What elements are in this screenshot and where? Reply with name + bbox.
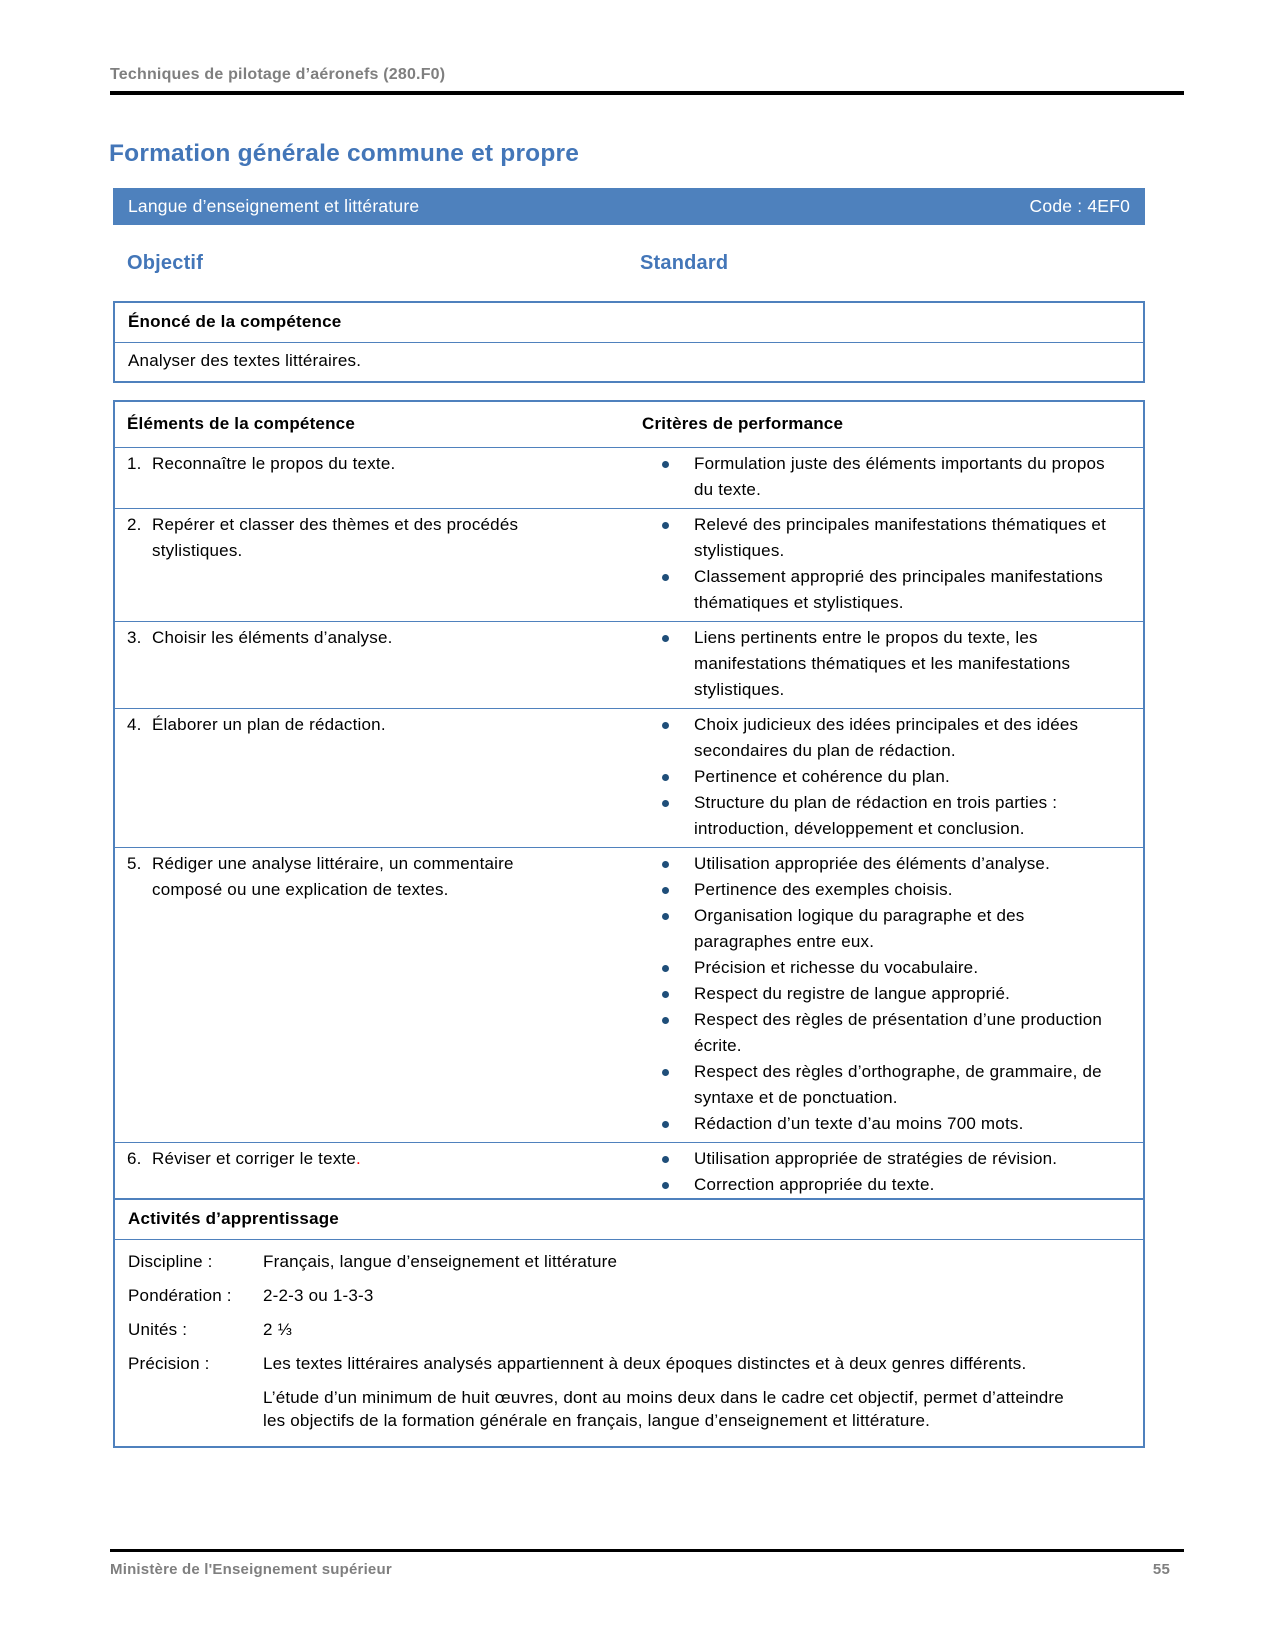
- element-text: Repérer et classer des thèmes et des procédés stylistiques.: [152, 515, 519, 560]
- criteria-text: Utilisation appropriée de stratégies de révision.: [694, 1149, 1058, 1168]
- red-period: .: [356, 1149, 361, 1168]
- bullet-icon: [662, 991, 669, 998]
- footer-ministry: Ministère de l'Enseignement supérieur: [110, 1561, 392, 1578]
- field-label: Précision :: [128, 1354, 210, 1373]
- enonce-box: [113, 301, 1145, 383]
- criteria-cell: [614, 622, 1143, 708]
- criteria-item: [642, 1007, 1143, 1059]
- criteria-item: [642, 1146, 1143, 1172]
- column-heading-objectif: Objectif: [127, 252, 204, 274]
- criteria-item: [642, 1172, 1143, 1198]
- criteria-text: Précision et richesse du vocabulaire.: [694, 958, 979, 977]
- criteria-cell: [614, 509, 1143, 621]
- table-row-3: [115, 621, 1143, 708]
- footer-page-number: 55: [1152, 1561, 1170, 1578]
- bullet-icon: [662, 1156, 669, 1163]
- field-precision-extra: [128, 1386, 1130, 1432]
- table-row-1: [115, 447, 1143, 508]
- bullet-icon: [662, 774, 669, 781]
- criteria-list: [614, 625, 1143, 703]
- section-bar-title: Langue d’enseignement et littérature: [128, 196, 420, 216]
- criteria-text: Respect du registre de langue approprié.: [694, 984, 1011, 1003]
- criteria-item: [642, 981, 1143, 1007]
- element-number: 5.: [127, 854, 142, 873]
- running-header: [110, 66, 1184, 95]
- element-number: 2.: [127, 515, 142, 534]
- table-row-6: [115, 1142, 1143, 1203]
- criteria-text: Respect des règles de présentation d’une production écrite.: [694, 1010, 1103, 1055]
- bullet-icon: [662, 800, 669, 807]
- precision-extra-text: L’étude d’un minimum de huit œuvres, dont au moins deux dans le cadre cet objectif, permet d’atteindre les objectifs de la formation générale en français, langue d’enseignement et littérature.: [263, 1388, 1064, 1430]
- criteria-text: Relevé des principales manifestations thématiques et stylistiques.: [694, 515, 1107, 560]
- bullet-icon: [662, 1069, 669, 1076]
- element-number: 6.: [127, 1149, 142, 1168]
- element-cell: [115, 709, 614, 847]
- element-text: Choisir les éléments d’analyse.: [152, 628, 393, 647]
- section-bar-code: Code : 4EF0: [1029, 196, 1130, 216]
- field-label: Unités :: [128, 1320, 188, 1339]
- criteria-text: Liens pertinents entre le propos du texte, les manifestations thématiques et les manifestations stylistiques.: [694, 628, 1071, 699]
- element-cell: [115, 509, 614, 621]
- element-cell: [115, 448, 614, 508]
- field-value: 2-2-3 ou 1-3-3: [263, 1286, 374, 1305]
- criteria-item: [642, 451, 1143, 503]
- criteria-item: [642, 790, 1143, 842]
- enonce-box-body: Analyser des textes littéraires.: [128, 351, 362, 370]
- field-precision: [128, 1352, 1130, 1375]
- criteria-list: [614, 451, 1143, 503]
- bullet-icon: [662, 522, 669, 529]
- criteria-text: Pertinence et cohérence du plan.: [694, 767, 950, 786]
- competency-table: [113, 400, 1145, 1205]
- activities-box-header: Activités d’apprentissage: [115, 1200, 1143, 1240]
- criteria-list: [614, 512, 1143, 616]
- field-label: Discipline :: [128, 1252, 213, 1271]
- criteria-text: Respect des règles d’orthographe, de grammaire, de syntaxe et de ponctuation.: [694, 1062, 1102, 1107]
- criteria-item: [642, 955, 1143, 981]
- criteria-item: [642, 564, 1143, 616]
- field-discipline: [128, 1250, 1130, 1273]
- field-label: Pondération :: [128, 1286, 232, 1305]
- enonce-box-header: Énoncé de la compétence: [115, 303, 1143, 343]
- bullet-icon: [662, 461, 669, 468]
- criteria-text: Structure du plan de rédaction en trois parties : introduction, développement et conclusion.: [694, 793, 1058, 838]
- field-label-empty: [128, 1386, 263, 1432]
- table-header-elements: Éléments de la compétence: [127, 414, 355, 433]
- bullet-icon: [662, 913, 669, 920]
- criteria-list: [614, 1146, 1143, 1198]
- table-header-row: [115, 402, 1143, 447]
- criteria-item: [642, 1111, 1143, 1137]
- criteria-cell: [614, 448, 1143, 508]
- bullet-icon: [662, 574, 669, 581]
- table-row-2: [115, 508, 1143, 621]
- criteria-item: [642, 1059, 1143, 1111]
- table-header-criteria: Critères de performance: [642, 414, 844, 433]
- criteria-item: [642, 512, 1143, 564]
- criteria-item: [642, 764, 1143, 790]
- criteria-text: Pertinence des exemples choisis.: [694, 880, 953, 899]
- bullet-icon: [662, 1017, 669, 1024]
- criteria-text: Choix judicieux des idées principales et des idées secondaires du plan de rédaction.: [694, 715, 1079, 760]
- page-footer: [110, 1549, 1184, 1578]
- criteria-item: [642, 625, 1143, 703]
- activities-box-body: [115, 1240, 1143, 1446]
- criteria-item: [642, 851, 1143, 877]
- element-text: Élaborer un plan de rédaction.: [152, 715, 386, 734]
- element-number: 4.: [127, 715, 142, 734]
- section-bar: [113, 188, 1145, 225]
- field-value: Les textes littéraires analysés appartiennent à deux époques distinctes et à deux genres différents.: [263, 1354, 1027, 1373]
- criteria-text: Utilisation appropriée des éléments d’analyse.: [694, 854, 1051, 873]
- criteria-text: Correction appropriée du texte.: [694, 1175, 935, 1194]
- element-text: Rédiger une analyse littéraire, un commentaire composé ou une explication de textes.: [152, 854, 514, 899]
- running-header-text: Techniques de pilotage d’aéronefs (280.F0): [110, 66, 446, 83]
- element-number: 1.: [127, 454, 142, 473]
- field-ponderation: [128, 1284, 1130, 1307]
- criteria-cell: [614, 709, 1143, 847]
- field-value: 2 ⅓: [263, 1320, 292, 1339]
- criteria-item: [642, 712, 1143, 764]
- criteria-text: Formulation juste des éléments importants du propos du texte.: [694, 454, 1105, 499]
- bullet-icon: [662, 722, 669, 729]
- page-title: Formation générale commune et propre: [109, 140, 580, 167]
- table-row-4: [115, 708, 1143, 847]
- criteria-cell: [614, 1143, 1143, 1203]
- criteria-text: Organisation logique du paragraphe et des paragraphes entre eux.: [694, 906, 1025, 951]
- table-row-5: [115, 847, 1143, 1142]
- element-text: Reconnaître le propos du texte.: [152, 454, 396, 473]
- criteria-item: [642, 903, 1143, 955]
- criteria-text: Classement approprié des principales manifestations thématiques et stylistiques.: [694, 567, 1103, 612]
- criteria-cell: [614, 848, 1143, 1142]
- bullet-icon: [662, 887, 669, 894]
- element-cell: [115, 622, 614, 708]
- bullet-icon: [662, 965, 669, 972]
- bullet-icon: [662, 635, 669, 642]
- element-cell: [115, 1143, 614, 1203]
- column-heading-standard: Standard: [640, 252, 729, 274]
- bullet-icon: [662, 861, 669, 868]
- element-cell: [115, 848, 614, 1142]
- activities-box: [113, 1198, 1145, 1448]
- bullet-icon: [662, 1182, 669, 1189]
- criteria-list: [614, 712, 1143, 842]
- bullet-icon: [662, 1121, 669, 1128]
- field-unites: [128, 1318, 1130, 1341]
- criteria-list: [614, 851, 1143, 1137]
- criteria-item: [642, 877, 1143, 903]
- column-headings: [113, 252, 1145, 278]
- criteria-text: Rédaction d’un texte d’au moins 700 mots.: [694, 1114, 1024, 1133]
- element-number: 3.: [127, 628, 142, 647]
- element-text: Réviser et corriger le texte.: [152, 1149, 361, 1168]
- field-value: Français, langue d’enseignement et littérature: [263, 1252, 618, 1271]
